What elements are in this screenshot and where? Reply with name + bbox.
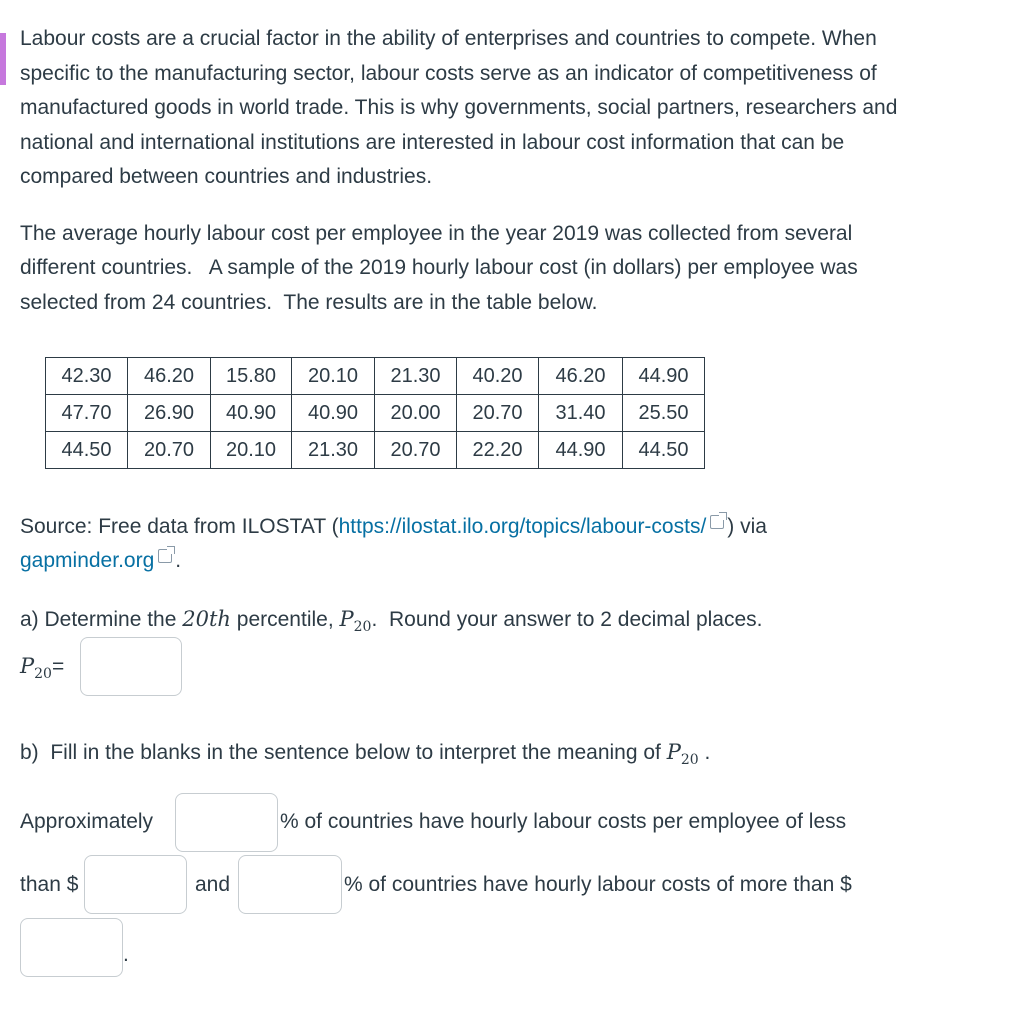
percent-more-input[interactable] <box>238 855 342 914</box>
math-sub: 20 <box>353 619 372 636</box>
part-b-question <box>20 735 980 777</box>
table-cell: 40.90 <box>211 395 292 432</box>
intro-paragraph-2: The average hourly labour cost per employee in the year 2019 was collected from several different countries. A sample of the 2019 hourly labour cost (in dollars) per employee was selected from 24 countries. The results are in the table below. <box>20 221 864 314</box>
table-cell: 20.10 <box>292 358 375 395</box>
dollar-less-input[interactable] <box>84 855 187 914</box>
table-cell: 40.90 <box>292 395 375 432</box>
table-row <box>46 432 705 469</box>
and-label: and <box>195 873 231 896</box>
table-cell: 20.70 <box>457 395 539 432</box>
table-cell: 46.20 <box>539 358 623 395</box>
math-p: P <box>666 740 681 764</box>
external-link-icon <box>710 515 724 529</box>
table-cell: 22.20 <box>457 432 539 469</box>
table-cell: 40.20 <box>457 358 539 395</box>
table-cell: 46.20 <box>128 358 211 395</box>
approximately-label: Approximately <box>20 810 154 833</box>
source-middle: ) via <box>727 515 767 538</box>
part-b-text-end: . <box>698 741 711 764</box>
table-cell: 15.80 <box>211 358 292 395</box>
table-row <box>46 395 705 432</box>
table-cell: 21.30 <box>292 432 375 469</box>
math-p20-label <box>20 654 52 683</box>
p20-answer-input[interactable] <box>80 637 182 696</box>
table-cell: 42.30 <box>46 358 128 395</box>
source-suffix: . <box>175 549 182 572</box>
math-p: P <box>20 654 35 678</box>
labour-cost-table <box>45 357 705 469</box>
intro-paragraph-1: Labour costs are a crucial factor in the ability of enterprises and countries to compete. When specific to the manufacturing sector, labour costs serve as an indicator of competitiveness of manufactured goods in world trade. This is why governments, social partners, researchers and national and international institutions are interested in labour cost information that can be compared between countries and industries. <box>20 27 898 188</box>
equals-sign: = <box>51 655 65 678</box>
pct-less-text: % of countries have hourly labour costs per employee of less <box>280 810 847 833</box>
dollar-more-input[interactable] <box>20 918 123 977</box>
math-p20 <box>339 607 372 636</box>
table-cell: 44.90 <box>539 432 623 469</box>
percent-less-input[interactable] <box>175 793 278 852</box>
part-a-text-mid: percentile, <box>230 608 340 631</box>
math-p: P <box>339 607 354 631</box>
table-cell: 47.70 <box>46 395 128 432</box>
table-row <box>46 358 705 395</box>
part-a-text-end: . Round your answer to 2 decimal places. <box>371 608 763 631</box>
p20-answer-label <box>20 649 64 691</box>
math-p20-b <box>666 740 699 769</box>
table-cell: 20.70 <box>375 432 457 469</box>
table-cell: 25.50 <box>623 395 705 432</box>
than-dollar-label: than $ <box>20 873 79 896</box>
math-sub: 20 <box>34 666 52 683</box>
external-link-icon <box>158 549 172 563</box>
table-cell: 20.70 <box>128 432 211 469</box>
part-a-text-start: a) Determine the <box>20 608 183 631</box>
table-cell: 31.40 <box>539 395 623 432</box>
math-sub: 20 <box>680 752 699 769</box>
question-intro <box>20 22 980 320</box>
final-period: . <box>123 943 129 966</box>
table-cell: 44.50 <box>623 432 705 469</box>
gapminder-link[interactable]: gapminder.org <box>20 549 155 572</box>
table-cell: 44.90 <box>623 358 705 395</box>
source-citation <box>20 510 920 578</box>
table-cell: 20.00 <box>375 395 457 432</box>
table-cell: 26.90 <box>128 395 211 432</box>
table-cell: 21.30 <box>375 358 457 395</box>
math-20th: 20th <box>182 607 231 631</box>
pct-more-text: % of countries have hourly labour costs of more than $ <box>344 873 852 896</box>
question-accent-bar <box>0 33 6 85</box>
table-cell: 44.50 <box>46 432 128 469</box>
source-prefix: Source: Free data from ILOSTAT ( <box>20 515 339 538</box>
table-cell: 20.10 <box>211 432 292 469</box>
part-b-text: b) Fill in the blanks in the sentence below to interpret the meaning of <box>20 741 667 764</box>
ilostat-link[interactable]: https://ilostat.ilo.org/topics/labour-costs/ <box>338 515 707 538</box>
